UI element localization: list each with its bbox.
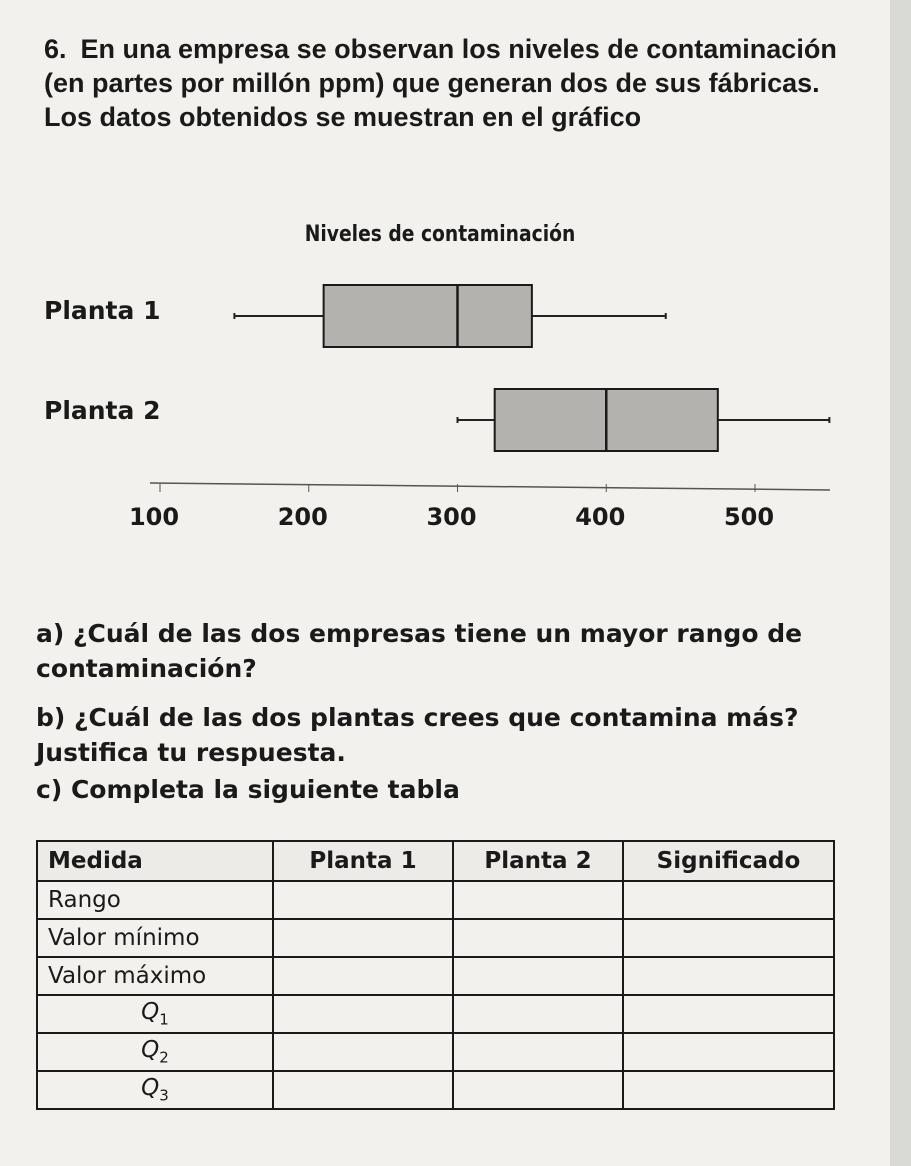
answer-cell[interactable] [453,1033,623,1071]
answer-cell[interactable] [453,919,623,957]
answer-cell[interactable] [623,1033,834,1071]
answer-cell[interactable] [273,957,453,995]
question-b: b) ¿Cuál de las dos plantas crees que contamina más? Justifica tu respuesta. [36,703,799,767]
x-tick-label: 300 [426,503,477,531]
answer-cell[interactable] [273,881,453,919]
answer-cell[interactable] [273,995,453,1033]
table-row [37,919,834,957]
table-row [37,1033,834,1071]
row-label-q3: $Q_3$ [37,1071,273,1109]
question-a: a) ¿Cuál de las dos empresas tiene un mayor rango de contaminación? [36,619,803,683]
box-planta-1 [324,285,532,347]
series-label-planta-2: Planta 2 [44,396,161,425]
answer-cell[interactable] [273,1033,453,1071]
answer-cell[interactable] [453,957,623,995]
row-label-q2: $Q_2$ [37,1033,273,1071]
x-tick-label: 200 [277,503,328,531]
answer-cell[interactable] [453,881,623,919]
header-planta-2: Planta 2 [453,841,623,881]
row-label-valor-minimo: Valor mínimo [37,919,273,957]
answer-cell[interactable] [453,995,623,1033]
answer-cell[interactable] [273,1071,453,1109]
row-label-valor-maximo: Valor máximo [37,957,273,995]
table-row [37,957,834,995]
series-label-planta-1: Planta 1 [44,296,161,325]
answer-cell[interactable] [623,881,834,919]
boxplot-chart [0,0,890,560]
answer-cell[interactable] [623,919,834,957]
answer-cell[interactable] [273,919,453,957]
table-row [37,881,834,919]
table-row [37,1071,834,1109]
header-significado: Significado [623,841,834,881]
row-label-q1: $Q_1$ [37,995,273,1033]
table-row [37,995,834,1033]
problem-text: En una empresa se observan los niveles de contaminación (en partes por millón ppm) que generan dos de sus fábricas. Los datos obtenidos se muestran en el gráfico [44,34,837,132]
answer-cell[interactable] [623,995,834,1033]
header-planta-1: Planta 1 [273,841,453,881]
answer-table [36,840,835,1110]
answer-cell[interactable] [623,957,834,995]
answer-cell[interactable] [453,1071,623,1109]
x-tick-label: 400 [575,503,626,531]
chart-title: Niveles de contaminación [304,222,576,247]
problem-number: 6. [44,34,67,64]
x-tick-label: 100 [128,503,180,531]
answer-cell[interactable] [623,1071,834,1109]
table-header-row [37,841,834,881]
row-label-rango: Rango [37,881,273,919]
question-c: c) Completa la siguiente tabla [36,775,460,804]
x-tick-label: 500 [723,503,775,531]
x-axis-line [150,483,830,490]
header-medida: Medida [37,841,273,881]
